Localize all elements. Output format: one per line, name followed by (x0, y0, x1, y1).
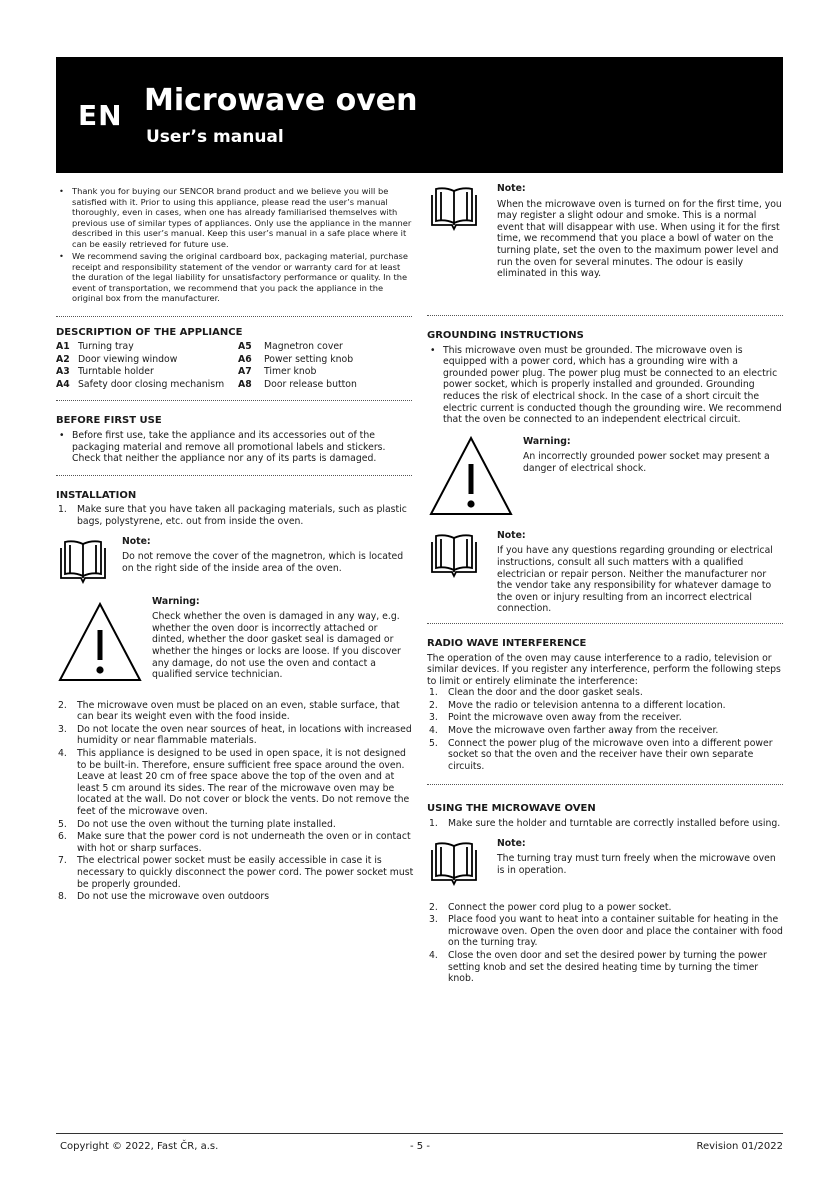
part-code: A3 (56, 366, 70, 378)
part-code: A4 (56, 378, 70, 390)
part-label: Turntable holder (78, 366, 154, 378)
installation-step: 6. Make sure that the power cord is not underneath the oven or in contact with hot or sharp surfaces. (58, 831, 411, 854)
radio-heading: RADIO WAVE INTERFERENCE (427, 637, 587, 649)
using-step: 4. Close the oven door and set the desired power by turning the power setting knob and set the desired heating time by turning the timer knob. (429, 950, 767, 985)
using-steps-continued (427, 902, 783, 985)
radio-step: 3. Point the microwave oven away from the receiver. (429, 712, 682, 724)
installation-step: 1. Make sure that you have taken all packaging materials, such as plastic bags, polystyrene, etc. out from inside the oven. (58, 504, 407, 528)
language-code: EN (78, 99, 123, 132)
book-icon (427, 185, 481, 235)
divider (427, 784, 783, 785)
installation-steps (56, 504, 412, 527)
page-title: Microwave oven (144, 83, 418, 118)
note-label: Note: (122, 535, 151, 547)
note-label: Note: (497, 837, 526, 849)
warning-label: Warning: (152, 595, 200, 607)
first-use-note (427, 183, 783, 303)
divider (56, 400, 412, 401)
divider (427, 315, 783, 316)
header-banner (56, 57, 783, 173)
book-icon (427, 840, 481, 890)
parts-list (56, 341, 412, 390)
page-subtitle: User’s manual (146, 127, 284, 147)
divider (56, 316, 412, 317)
part-label: Turning tray (78, 341, 134, 353)
radio-step: 4. Move the microwave oven farther away from the receiver. (429, 725, 719, 737)
radio-steps (427, 687, 783, 772)
using-step: 1. Make sure the holder and turntable are correctly installed before using. (429, 818, 781, 830)
using-step: 2. Connect the power cord plug to a power socket. (429, 901, 672, 913)
note-text: The turning tray must turn freely when the microwave oven is in operation. (497, 853, 776, 876)
description-heading: DESCRIPTION OF THE APPLIANCE (56, 326, 243, 338)
note-text: If you have any questions regarding grounding or electrical instructions, consult all such matters with a qualified electrician or repair person. Neither the manufacturer nor the vendor take any responsibility for whatever damage to the oven or injury resulting from an incorrect electrical connection. (497, 545, 773, 615)
part-code: A5 (238, 341, 252, 353)
part-code: A2 (56, 353, 70, 365)
using-note (427, 838, 783, 892)
radio-step: 1. Clean the door and the door gasket seals. (429, 687, 643, 699)
installation-step: 2. The microwave oven must be placed on an even, stable surface, that can bear its weight even with the food inside. (58, 699, 400, 723)
divider (56, 475, 412, 476)
installation-step: 8. Do not use the microwave oven outdoors (58, 891, 270, 903)
grounding-note (427, 530, 783, 615)
note-label: Note: (497, 529, 526, 541)
radio-step: 2. Move the radio or television antenna to a different location. (429, 699, 726, 711)
using-heading: USING THE MICROWAVE OVEN (427, 803, 596, 815)
using-step: 3. Place food you want to heat into a container suitable for heating in the microwave oven. Open the oven door and place the container with food on the turning tray. (429, 914, 783, 949)
installation-heading: INSTALLATION (56, 489, 137, 501)
before-first-use-heading: BEFORE FIRST USE (56, 415, 162, 427)
using-steps (427, 818, 783, 830)
part-code: A7 (238, 366, 252, 378)
installation-step: 7. The electrical power socket must be easily accessible in case it is necessary to quickly disconnect the power cord. The power socket must be properly grounded. (58, 855, 414, 890)
footer-copyright: Copyright © 2022, Fast ČR, a.s. (60, 1141, 219, 1152)
grounding-warning (427, 436, 783, 526)
radio-intro: The operation of the oven may cause interference to a radio, television or similar devices. If you register any interference, perform the following steps to limit or entirely eliminate the interference: (427, 652, 781, 687)
installation-step: 3. Do not locate the oven near sources of heat, in locations with increased humidity or near flammable materials. (58, 723, 412, 747)
part-label: Power setting knob (264, 353, 354, 365)
before-first-use-list (56, 430, 412, 465)
part-label: Door viewing window (78, 353, 178, 365)
footer-page-number: - 5 - (410, 1141, 430, 1152)
left-column (56, 186, 412, 904)
intro-paragraph: • Thank you for buying our SENCOR brand product and we believe you will be satisfied with it. Prior to using this appliance, please read the user’s manual thoroughly, even in cases, when one has already familiarised themselves with previous use of similar types of appliances. Only use the appliance in the manner described in this user’s manual. Keep this user’s manual in a safe place where it can be easily retrieved for future use. (56, 186, 412, 249)
part-code: A6 (238, 353, 252, 365)
part-label: Safety door closing mechanism (78, 378, 225, 390)
installation-warning (56, 596, 412, 692)
installation-step: 5. Do not use the oven without the turning plate installed. (58, 818, 336, 830)
right-column (427, 183, 783, 986)
footer-revision: Revision 01/2022 (696, 1141, 783, 1152)
intro-paragraph: • We recommend saving the original cardboard box, packaging material, purchase receipt and responsibility statement of the vendor or warranty card for at least the duration of the legal liability for unsatisfactory performance or quality. In the event of transportation, we recommend that you pack the appliance in the original box from the manufacturer. (56, 251, 412, 304)
part-label: Timer knob (264, 366, 317, 378)
radio-step: 5. Connect the power plug of the microwave oven into a different power socket so that the oven and the receiver have their own separate circuits. (429, 737, 773, 772)
warning-text: Check whether the oven is damaged in any way, e.g. whether the oven door is incorrectly attached or dinted, whether the door gasket seal is damaged or whether the hinges or locks are loose. If you discover any damage, do not use the oven and contact a qualified service technician. (152, 611, 401, 681)
part-code: A8 (238, 378, 252, 390)
book-icon (427, 532, 481, 582)
grounding-text: • This microwave oven must be grounded. The microwave oven is equipped with a power cord, which has a grounding wire with a grounded power plug. The power plug must be connected to an electric power socket, which is properly installed and grounded. Grounding reduces the risk of electrical shock. In the case of a short circuit the electric current is conducted though the grounding wire. We recommend that the oven be connected to an independent electrical circuit. (427, 345, 783, 426)
note-label: Note: (497, 183, 526, 194)
installation-note (56, 536, 412, 590)
warning-icon (427, 434, 515, 524)
part-label: Door release button (264, 378, 357, 390)
footer-rule (56, 1133, 783, 1134)
grounding-list (427, 345, 783, 426)
note-text: When the microwave oven is turned on for the first time, you may register a slight odour and smoke. This is a normal event that will disappear with use. When using it for the first time, we recommend that you place a bowl of water on the turning plate, set the oven to the maximum power level and run the oven for several minutes. The odour is easily eliminated in this way. (497, 198, 782, 280)
intro-list (56, 186, 412, 304)
warning-icon (56, 600, 144, 690)
divider (427, 623, 783, 624)
before-first-use-text: • Before first use, take the appliance and its accessories out of the packaging material and remove all promotional labels and stickers. Check that neither the appliance nor any of its parts is damaged. (56, 430, 412, 465)
warning-label: Warning: (523, 435, 571, 447)
note-text: Do not remove the cover of the magnetron, which is located on the right side of the inside area of the oven. (122, 551, 404, 574)
book-icon (56, 538, 110, 588)
part-label: Magnetron cover (264, 341, 343, 353)
installation-steps-continued (56, 700, 416, 903)
grounding-heading: GROUNDING INSTRUCTIONS (427, 330, 584, 341)
warning-text: An incorrectly grounded power socket may present a danger of electrical shock. (523, 451, 770, 474)
part-code: A1 (56, 341, 70, 353)
installation-step: 4. This appliance is designed to be used in open space, it is not designed to be built-in. Therefore, ensure sufficient free space around the oven. Leave at least 20 cm of free space above the top of the oven and at least 5 cm around its sides. The rear of the microwave oven may be located at the wall. Do not cover or block the vents. Do not remove the feet of the microwave oven. (58, 748, 410, 817)
